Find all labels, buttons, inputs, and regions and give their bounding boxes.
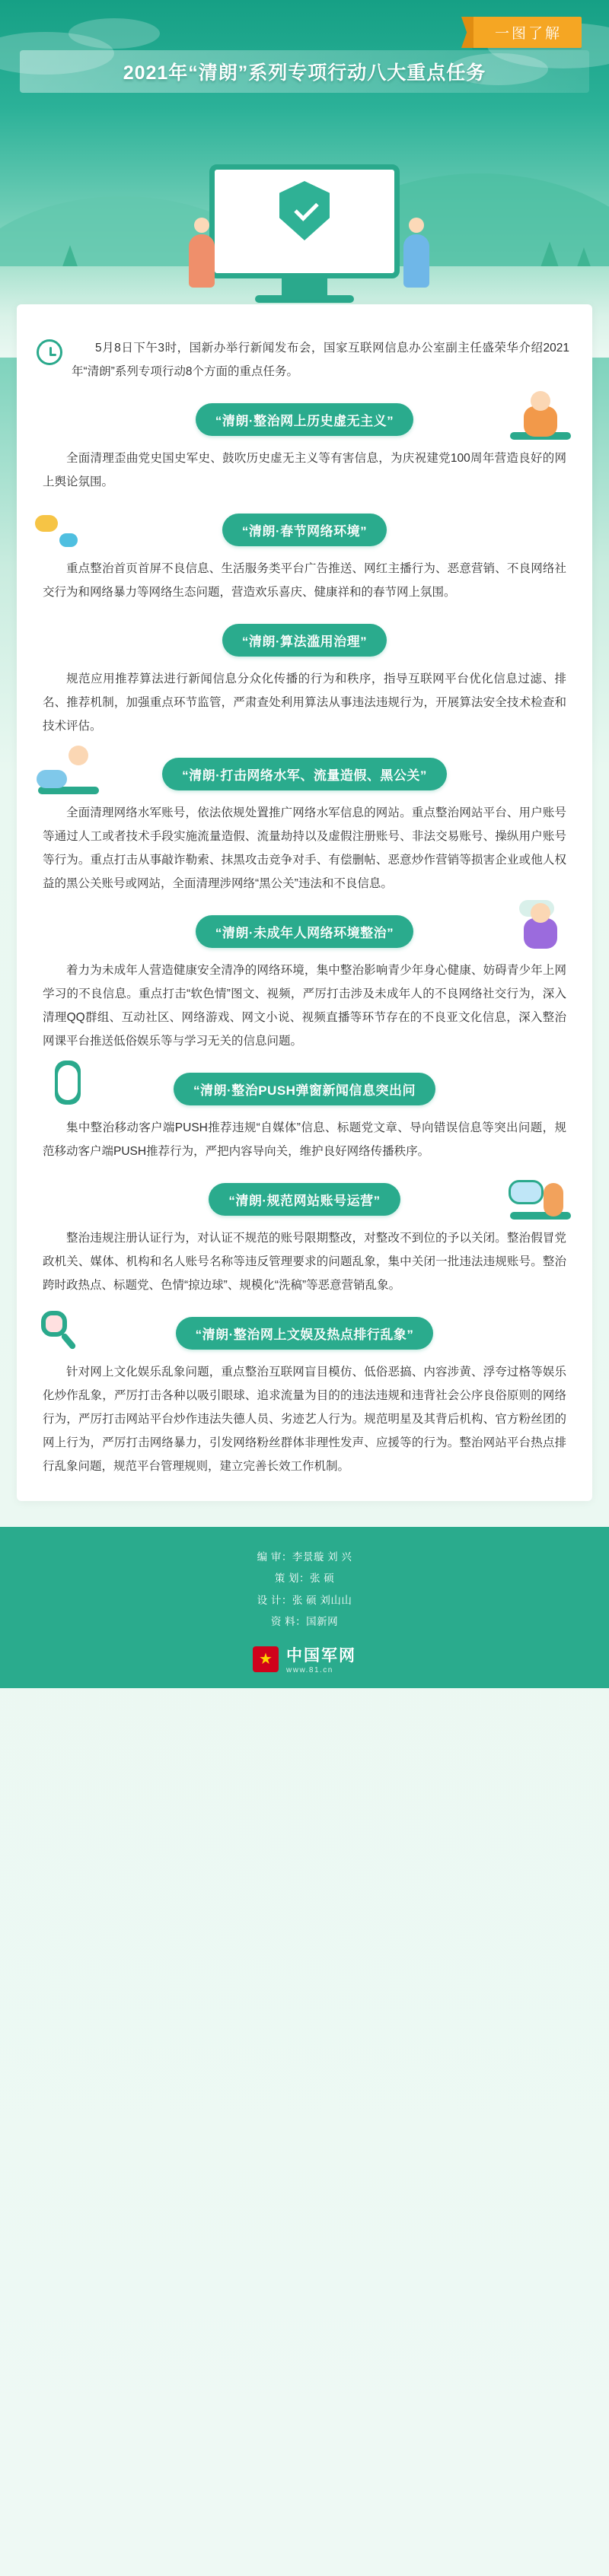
credit-line: 资 料：国新网 [270,1616,339,1628]
page-title: 2021年“清朗”系列专项行动八大重点任务 [123,62,486,84]
logo-name-cn: 中国军网 [286,1647,356,1665]
site-logo[interactable] [0,1643,609,1674]
section-title: “清朗·打击网络水军、流量造假、黑公关” [162,758,447,790]
section-3 [17,624,592,738]
section-body: 重点整治首页首屏不良信息、生活服务类平台广告推送、网红主播行为、恶意营销、不良网络社交行为和网络暴力等网络生态问题，营造欢乐喜庆、健康祥和的春节网上氛围。 [43,562,566,599]
title-band [20,50,589,93]
section-heading [17,1073,592,1105]
section-heading [17,1317,592,1350]
section-2 [17,514,592,604]
section-body: 整治违规注册认证行为，对认证不规范的账号限期整改，对整改不到位的予以关闭。整治假冒党政机关、媒体、机构和名人账号名称等违反管理要求的问题乱象，集中关闭一批违法违规账号。整治跨时政热点、标题党、色情“掠边球”、规模化“洗稿”等恶意营销乱象。 [43,1232,566,1292]
ribbon-label: 一图了解 [472,17,582,48]
logo-text [286,1643,356,1674]
section-body: 针对网上文化娱乐乱象问题，重点整治互联网盲目模仿、低俗恶搞、内容涉黄、浮夸过格等娱乐化炒作乱象，严厉打击各种以吸引眼球、追求流量为目的的违法违规和违背社会公序良俗原则的网络行为，严厉打击网站平台炒作违法失德人员、劣迹艺人行为。规范明星及其背后机构、官方粉丝团的网上行为，严厉打击网络暴力，引发网络粉丝群体非理性发声、应援等的行为。整治网站平台热点排行乱象问题，规范平台管理规则，建立完善长效工作机制。 [43,1366,566,1473]
section-heading [17,758,592,790]
section-title: “清朗·春节网络环境” [222,514,387,546]
star-emblem-icon [253,1646,279,1672]
push-phone-icon [33,1053,104,1106]
credits-block [0,1547,609,1633]
section-body: 全面清理歪曲党史国史军史、鼓吹历史虚无主义等有害信息，为庆祝建党100周年营造良好的网上舆论氛围。 [43,452,566,488]
section-body: 规范应用推荐算法进行新闻信息分众化传播的行为和秩序，指导互联网平台优化信息过滤、排名、推荐机制，加强重点环节监管，严肃查处利用算法从事违法违规行为，开展算法安全技术检查和技术评估。 [43,673,566,733]
intro-block [17,330,592,383]
magnifier-search-icon [33,1297,104,1350]
section-title: “清朗·整治PUSH弹窗新闻信息突出问 [174,1073,435,1105]
section-title: “清朗·未成年人网络环境整治” [196,915,413,948]
teen-online-icon [505,895,576,949]
credit-line: 编 审：李景璇 刘 兴 [257,1551,352,1563]
section-heading [17,624,592,657]
logo-url: www.81.cn [286,1666,333,1675]
section-body: 着力为未成年人营造健康安全清净的网络环境，集中整治影响青少年身心健康、妨碍青少年上网学习的不良信息。重点打击“软色情”图文、视频，严厉打击涉及未成年人的不良网络社交行为，深入清理QQ群组、互动社区、网络游戏、网文小说、视频直播等环节存在的不良亚文化信息，深入整治网课平台推送低俗娱乐等与学习无关的信息问题。 [43,964,566,1048]
section-8 [17,1317,592,1478]
credit-line: 设 计：张 硕 刘山山 [257,1594,352,1606]
credit-line: 策 划：张 硕 [274,1573,335,1585]
ribbon-badge [472,17,582,48]
section-heading [17,915,592,948]
section-heading [17,1183,592,1216]
section-6 [17,1073,592,1163]
content-card [17,304,592,1501]
intro-text: 5月8日下午3时，国新办举行新闻发布会，国家互联网信息办公室副主任盛荣华介绍2021年“清朗”系列专项行动8个方面的重点任务。 [72,342,569,378]
section-7 [17,1183,592,1297]
section-title: “清朗·整治网上文娱及热点排行乱象” [176,1317,434,1350]
section-1 [17,403,592,494]
cloud-decoration [69,18,160,49]
section-heading [17,514,592,546]
spring-festival-birds-icon [33,494,104,547]
section-5 [17,915,592,1053]
section-heading [17,403,592,436]
section-title: “清朗·规范网站账号运营” [209,1183,400,1216]
section-4 [17,758,592,895]
section-body: 全面清理网络水军账号，依法依规处置推广网络水军信息的网站。重点整治网站平台、用户账号等通过人工或者技术手段实施流量造假、流量劫持以及虚假注册账号、非法交易账号、操纵用户账号等行为。重点打击从事敲诈勒索、抹黑攻击竞争对手、有偿删帖、恶意炒作营销等损害企业或他人权益的黑公关账号或网站，全面清理涉网络“黑公关”违法和不良信息。 [43,806,566,890]
person-computer-icon [505,383,576,437]
info-icon [37,339,62,365]
person-illustration [403,234,429,288]
section-title: “清朗·整治网上历史虚无主义” [196,403,413,436]
person-illustration [189,234,215,288]
footer [0,1527,609,1688]
desk-worker-icon [505,1163,576,1216]
laptop-user-icon [33,738,104,791]
section-body: 集中整治移动客户端PUSH推荐违规“自媒体”信息、标题党文章、导向错误信息等突出问题，规范移动客户端PUSH推荐行为，严把内容导向关，维护良好网络传播秩序。 [43,1121,566,1158]
section-title: “清朗·算法滥用治理” [222,624,387,657]
